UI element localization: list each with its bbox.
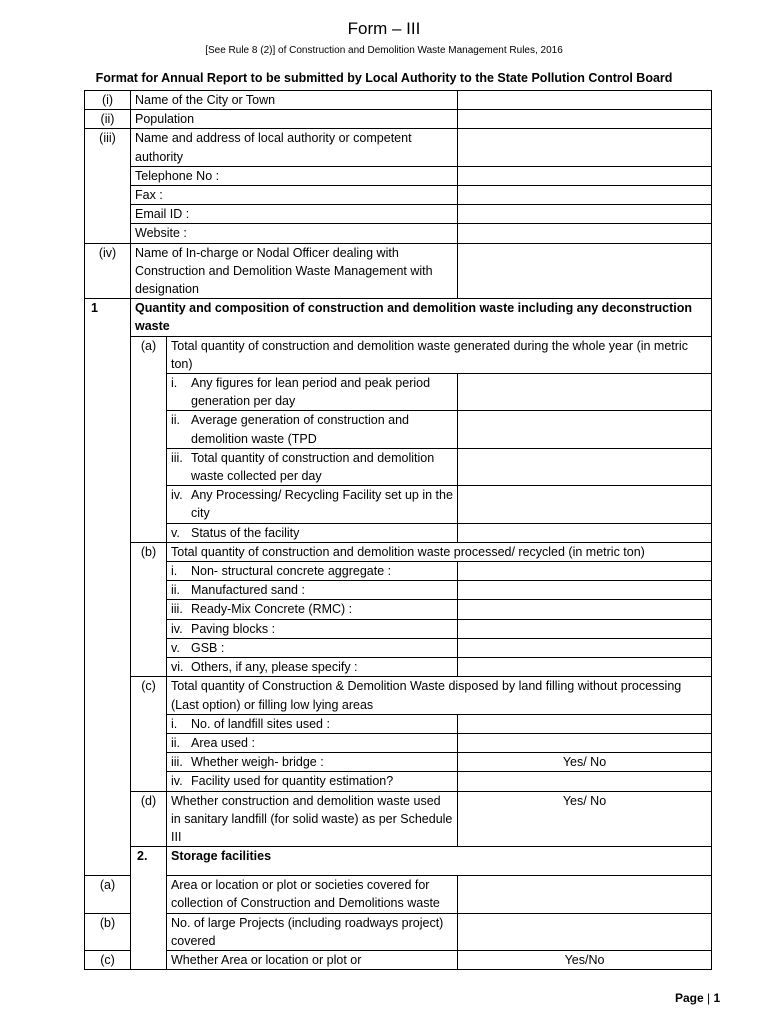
subsection-letter: (b)	[131, 542, 167, 676]
section-title: Quantity and composition of construction and demolition waste including any deconstruction waste	[131, 299, 712, 336]
subsection-text: Area or location or plot or societies covered for collection of Construction and Demolitions waste	[167, 876, 458, 913]
list-item	[85, 523, 712, 542]
list-item	[85, 714, 712, 733]
item-text: i. Any figures for lean period and peak period generation per day	[167, 374, 458, 411]
table-row-fax	[85, 186, 712, 205]
form-heading: Format for Annual Report to be submitted by Local Authority to the State Pollution Control Board	[95, 71, 673, 85]
table-row-nodal-officer	[85, 243, 712, 299]
table-row-authority	[85, 129, 712, 166]
row-label: Website :	[131, 224, 458, 243]
subsection-c	[85, 950, 712, 969]
answer-cell[interactable]	[458, 186, 712, 205]
subsection-text: Total quantity of Construction & Demolition Waste disposed by land filling without processing (Last option) or filling low lying areas	[167, 677, 712, 714]
subsection-a	[85, 336, 712, 373]
answer-cell[interactable]	[458, 166, 712, 185]
subsection-letter: (d)	[131, 791, 167, 847]
answer-cell[interactable]	[458, 110, 712, 129]
answer-cell[interactable]	[458, 913, 712, 950]
subsection-letter: (c)	[85, 950, 131, 969]
item-text: iii. Total quantity of construction and demolition waste collected per day	[167, 448, 458, 485]
list-item	[85, 658, 712, 677]
list-item	[85, 411, 712, 448]
answer-cell[interactable]	[458, 638, 712, 657]
item-text: iv. Paving blocks :	[167, 619, 458, 638]
row-number: (iv)	[85, 243, 131, 299]
yes-no-answer[interactable]: Yes/No	[458, 950, 712, 969]
list-item	[85, 638, 712, 657]
subsection-letter: (a)	[85, 876, 131, 913]
answer-cell[interactable]	[458, 600, 712, 619]
item-text: v. Status of the facility	[167, 523, 458, 542]
subsection-c	[85, 677, 712, 714]
list-item	[85, 600, 712, 619]
subsection-letter: (a)	[131, 336, 167, 542]
list-item	[85, 753, 712, 772]
subsection-b	[85, 542, 712, 561]
answer-cell[interactable]	[458, 581, 712, 600]
section-number: 2.	[131, 847, 167, 970]
item-text: iv. Any Processing/ Recycling Facility set up in the city	[167, 486, 458, 523]
form-subtitle: [See Rule 8 (2)] of Construction and Demolition Waste Management Rules, 2016	[205, 45, 563, 56]
table-row-email	[85, 205, 712, 224]
item-text: i. Non- structural concrete aggregate :	[167, 562, 458, 581]
answer-cell[interactable]	[458, 411, 712, 448]
subsection-b	[85, 913, 712, 950]
table-row-website	[85, 224, 712, 243]
item-text: ii. Average generation of construction and demolition waste (TPD	[167, 411, 458, 448]
subsection-a	[85, 876, 712, 913]
answer-cell[interactable]	[458, 224, 712, 243]
table-row-telephone	[85, 166, 712, 185]
list-item	[85, 486, 712, 523]
answer-cell[interactable]	[458, 91, 712, 110]
answer-cell[interactable]	[458, 129, 712, 166]
answer-cell[interactable]	[458, 619, 712, 638]
row-label: Email ID :	[131, 205, 458, 224]
answer-cell[interactable]	[458, 772, 712, 791]
section-number: 1	[85, 299, 131, 876]
yes-no-answer[interactable]: Yes/ No	[458, 753, 712, 772]
page-separator: |	[707, 991, 711, 1005]
row-label: Fax :	[131, 186, 458, 205]
section-2-header	[85, 847, 712, 876]
subsection-text: Whether construction and demolition waste used in sanitary landfill (for solid waste) as per Schedule III	[167, 791, 458, 847]
answer-cell[interactable]	[458, 448, 712, 485]
item-text: i. No. of landfill sites used :	[167, 714, 458, 733]
list-item	[85, 562, 712, 581]
answer-cell[interactable]	[458, 205, 712, 224]
answer-cell[interactable]	[458, 243, 712, 299]
answer-cell[interactable]	[458, 658, 712, 677]
subsection-text: Total quantity of construction and demolition waste generated during the whole year (in metric ton)	[167, 336, 712, 373]
list-item	[85, 733, 712, 752]
subsection-letter: (c)	[131, 677, 167, 791]
row-label: Population	[131, 110, 458, 129]
list-item	[85, 374, 712, 411]
subsection-text: Total quantity of construction and demolition waste processed/ recycled (in metric ton)	[167, 542, 712, 561]
row-label: Name and address of local authority or competent authority	[131, 129, 458, 166]
item-text: iii. Whether weigh- bridge :	[167, 753, 458, 772]
subsection-d	[85, 791, 712, 847]
row-number: (iii)	[85, 129, 131, 243]
item-text: ii. Area used :	[167, 733, 458, 752]
section-1-header	[85, 299, 712, 336]
item-text: iv. Facility used for quantity estimation?	[167, 772, 458, 791]
list-item	[85, 448, 712, 485]
yes-no-answer[interactable]: Yes/ No	[458, 791, 712, 847]
list-item	[85, 772, 712, 791]
subsection-text: No. of large Projects (including roadways project) covered	[167, 913, 458, 950]
item-text: vi. Others, if any, please specify :	[167, 658, 458, 677]
page-label: Page	[675, 991, 704, 1005]
item-text: iii. Ready-Mix Concrete (RMC) :	[167, 600, 458, 619]
answer-cell[interactable]	[458, 714, 712, 733]
answer-cell[interactable]	[458, 562, 712, 581]
row-label: Name of the City or Town	[131, 91, 458, 110]
row-label: Telephone No :	[131, 166, 458, 185]
item-text: ii. Manufactured sand :	[167, 581, 458, 600]
item-text: v. GSB :	[167, 638, 458, 657]
annual-report-table	[84, 90, 712, 970]
table-row-city	[85, 91, 712, 110]
row-label: Name of In-charge or Nodal Officer dealing with Construction and Demolition Waste Management with designation	[131, 243, 458, 299]
answer-cell[interactable]	[458, 374, 712, 411]
list-item	[85, 619, 712, 638]
page-footer	[675, 991, 720, 1005]
row-number: (i)	[85, 91, 131, 110]
answer-cell[interactable]	[458, 523, 712, 542]
table-row-population	[85, 110, 712, 129]
subsection-text: Whether Area or location or plot or	[167, 950, 458, 969]
form-title: Form – III	[347, 19, 421, 38]
answer-cell[interactable]	[458, 733, 712, 752]
section-title: Storage facilities	[167, 847, 712, 876]
answer-cell[interactable]	[458, 876, 712, 913]
subsection-letter: (b)	[85, 913, 131, 950]
row-number: (ii)	[85, 110, 131, 129]
page-number: 1	[713, 991, 721, 1005]
list-item	[85, 581, 712, 600]
answer-cell[interactable]	[458, 486, 712, 523]
